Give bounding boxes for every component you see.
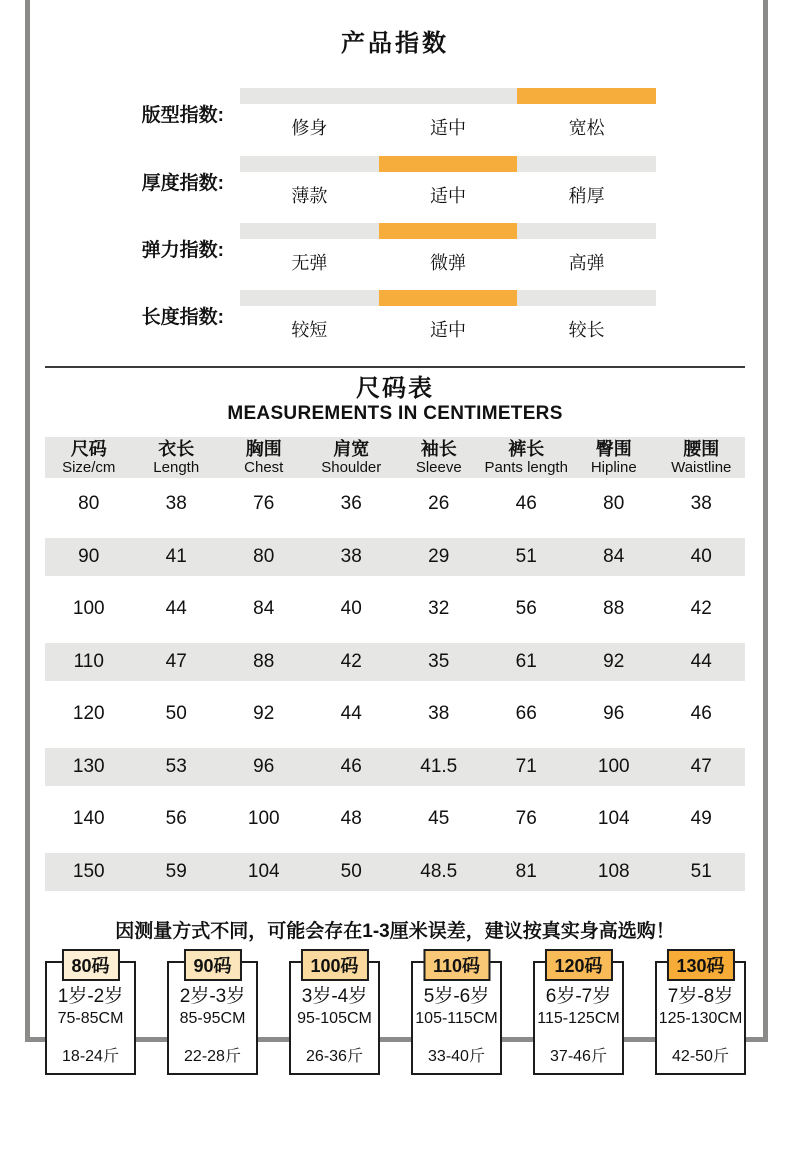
size-table-row (45, 846, 745, 899)
index-row-label: 弹力指数: (141, 240, 224, 261)
size-table-row (45, 688, 745, 741)
index-bar-segment (240, 290, 379, 306)
size-table-cell: 40 (340, 598, 362, 620)
header-label-zh: 袖长 (420, 439, 457, 459)
size-table-row (45, 583, 745, 636)
size-table-cell: 100 (597, 755, 630, 777)
header-label-en: Shoulder (321, 459, 382, 476)
size-card-age: 6岁-7岁 (545, 986, 612, 1007)
size-chart-title: 尺码表 (356, 375, 434, 402)
size-table-row (45, 793, 745, 846)
size-table-cell: 61 (515, 650, 537, 672)
size-table-cell: 150 (72, 860, 105, 882)
size-card-age: 5岁-6岁 (423, 986, 490, 1007)
index-option-labels (240, 182, 656, 208)
size-card-height: 85-95CM (179, 1010, 246, 1027)
size-table-cell: 44 (165, 598, 187, 620)
size-card-height: 105-115CM (415, 1010, 498, 1027)
size-table-cell: 108 (597, 860, 630, 882)
index-option-labels (240, 249, 656, 275)
index-bar-segment (379, 88, 518, 104)
index-option-label: 高弹 (568, 253, 605, 273)
size-card (289, 956, 380, 1075)
size-table-cell: 46 (690, 703, 712, 725)
index-bar-segment (240, 223, 379, 239)
size-card (45, 956, 136, 1075)
size-table-row (45, 741, 745, 794)
size-table-header-cell (570, 439, 658, 476)
index-option-labels (240, 316, 656, 342)
size-chart-subtitle: MEASUREMENTS IN CENTIMETERS (227, 403, 563, 424)
index-bar (240, 88, 656, 104)
size-table-cell: 44 (340, 703, 362, 725)
size-table-cell: 50 (165, 703, 187, 725)
size-table-cell: 80 (603, 493, 625, 515)
size-table-header-cell (133, 439, 221, 476)
size-table-cell: 130 (72, 755, 105, 777)
index-bar-segment (240, 88, 379, 104)
index-row (0, 88, 790, 138)
size-table-header-cell (308, 439, 396, 476)
size-table-cell: 76 (515, 808, 537, 830)
size-table-cell: 35 (428, 650, 450, 672)
index-bar-active-segment (379, 223, 518, 239)
size-table-cell: 48.5 (420, 860, 458, 882)
size-table-cell: 110 (73, 650, 104, 672)
size-card-tag: 90码 (183, 949, 241, 981)
index-option-label: 修身 (291, 118, 328, 138)
page-title: 产品指数 (341, 30, 449, 57)
size-table-cell: 41.5 (420, 755, 458, 777)
size-table-header-cell (483, 439, 571, 476)
size-table-cell: 80 (78, 493, 100, 515)
index-bar-segment (517, 223, 656, 239)
size-table-cell: 42 (690, 598, 712, 620)
size-table-cell: 38 (690, 493, 712, 515)
index-option-label: 适中 (430, 186, 466, 206)
size-table-cell: 38 (428, 703, 450, 725)
size-card-height: 75-85CM (57, 1010, 124, 1027)
index-row-label: 版型指数: (141, 105, 224, 126)
size-table-cell: 51 (515, 545, 537, 567)
measurement-note: 因测量方式不同，可能会存在1-3厘米误差，建议按真实身高选购！ (115, 921, 675, 942)
size-table-header-cell (395, 439, 483, 476)
index-option-label: 适中 (430, 320, 466, 340)
index-option-label: 宽松 (568, 118, 605, 138)
index-bar (240, 290, 656, 306)
size-card-tag: 130码 (666, 949, 734, 981)
section-divider (45, 366, 745, 368)
index-row (0, 156, 790, 206)
size-table-cell: 84 (253, 598, 275, 620)
size-table-cell: 49 (690, 808, 712, 830)
size-table-cell: 88 (253, 650, 275, 672)
index-row (0, 290, 790, 340)
header-label-en: Size/cm (62, 459, 116, 476)
index-row (0, 223, 790, 273)
size-table-cell: 120 (72, 703, 105, 725)
size-table-cell: 84 (603, 545, 625, 567)
size-table-cell: 50 (340, 860, 362, 882)
size-card (411, 956, 502, 1075)
size-table-cell: 80 (253, 545, 275, 567)
size-table-cell: 29 (428, 545, 450, 567)
header-label-zh: 裤长 (508, 439, 545, 459)
size-card-age: 3岁-4岁 (301, 986, 368, 1007)
size-card-weight: 42-50斤 (672, 1048, 729, 1065)
size-card (167, 956, 258, 1075)
size-table-row (45, 478, 745, 531)
index-bar (240, 156, 656, 172)
size-table-cell: 56 (165, 808, 187, 830)
size-table-cell: 88 (603, 598, 625, 620)
header-label-zh: 臀围 (595, 439, 632, 459)
size-table-cell: 44 (690, 650, 712, 672)
header-label-en: Sleeve (415, 459, 462, 476)
index-bar-segment (240, 156, 379, 172)
header-label-en: Waistline (671, 459, 732, 476)
size-table-cell: 81 (515, 860, 537, 882)
size-table-header-cell (658, 439, 746, 476)
index-option-label: 适中 (430, 118, 466, 138)
size-table-cell: 46 (340, 755, 362, 777)
size-card-weight: 26-36斤 (306, 1048, 363, 1065)
header-label-zh: 腰围 (683, 439, 720, 459)
size-table-cell: 76 (253, 493, 275, 515)
header-label-zh: 衣长 (158, 439, 195, 459)
size-table-cell: 45 (428, 808, 450, 830)
size-table-cell: 56 (515, 598, 537, 620)
index-row-label: 长度指数: (141, 307, 224, 328)
size-table-cell: 71 (515, 755, 537, 777)
header-label-en: Hipline (590, 459, 637, 476)
size-table-cell: 40 (690, 545, 712, 567)
size-card-weight: 18-24斤 (62, 1048, 119, 1065)
index-option-label: 薄款 (291, 186, 328, 206)
size-card-height: 125-130CM (658, 1010, 743, 1027)
index-bar-active-segment (379, 290, 518, 306)
index-bar (240, 223, 656, 239)
size-table-cell: 53 (165, 755, 187, 777)
size-table-cell: 38 (340, 545, 362, 567)
index-bar-segment (517, 290, 656, 306)
size-table-cell: 46 (515, 493, 537, 515)
header-label-zh: 胸围 (245, 439, 282, 459)
header-label-zh: 尺码 (70, 439, 107, 459)
index-option-label: 无弹 (291, 253, 328, 273)
size-table-cell: 66 (515, 703, 537, 725)
index-option-label: 较长 (568, 320, 605, 340)
size-table-cell: 38 (165, 493, 187, 515)
size-table-cell: 47 (165, 650, 187, 672)
size-card-weight: 37-46斤 (550, 1048, 607, 1065)
size-card-tag: 110码 (423, 949, 490, 981)
size-table-cell: 104 (597, 808, 630, 830)
size-card-age: 1岁-2岁 (57, 986, 124, 1007)
size-table-header-cell (220, 439, 308, 476)
size-card (655, 956, 746, 1075)
size-table-cell: 96 (253, 755, 275, 777)
size-card (533, 956, 624, 1075)
size-table-cell: 59 (165, 860, 187, 882)
size-table-cell: 32 (428, 598, 450, 620)
size-table-cell: 48 (340, 808, 362, 830)
size-table (45, 437, 745, 898)
header-label-en: Length (153, 459, 200, 476)
size-table-row (45, 531, 745, 584)
size-table-cell: 96 (603, 703, 625, 725)
header-label-zh: 肩宽 (333, 439, 370, 459)
size-table-cell: 47 (690, 755, 712, 777)
size-table-cell: 42 (340, 650, 362, 672)
index-bar-active-segment (379, 156, 518, 172)
size-card-weight: 33-40斤 (428, 1048, 485, 1065)
index-option-label: 微弹 (430, 253, 466, 273)
index-bar-active-segment (517, 88, 656, 104)
size-table-row (45, 636, 745, 689)
index-row-label: 厚度指数: (141, 173, 224, 194)
size-table-cell: 140 (72, 808, 105, 830)
size-card-weight: 22-28斤 (184, 1048, 241, 1065)
size-card-height: 95-105CM (297, 1010, 372, 1027)
size-table-cell: 90 (78, 545, 100, 567)
size-table-cell: 26 (428, 493, 450, 515)
header-label-en: Pants length (484, 459, 568, 476)
size-table-cell: 92 (603, 650, 625, 672)
size-card-tag: 80码 (61, 949, 119, 981)
index-option-label: 稍厚 (568, 186, 605, 206)
size-table-cell: 104 (247, 860, 280, 882)
size-table-header-row (45, 437, 745, 478)
size-table-cell: 92 (253, 703, 275, 725)
index-option-labels (240, 114, 656, 140)
index-bar-segment (517, 156, 656, 172)
size-table-cell: 36 (340, 493, 362, 515)
header-label-en: Chest (244, 459, 284, 476)
index-option-label: 较短 (291, 320, 328, 340)
size-card-tag: 100码 (300, 949, 368, 981)
size-cards-row (45, 948, 746, 1080)
size-card-tag: 120码 (544, 949, 612, 981)
size-table-header-cell (45, 439, 133, 476)
size-card-age: 7岁-8岁 (667, 986, 734, 1007)
size-card-height: 115-125CM (537, 1010, 620, 1027)
size-table-cell: 100 (247, 808, 280, 830)
size-table-cell: 100 (72, 598, 105, 620)
size-card-age: 2岁-3岁 (179, 986, 246, 1007)
size-table-cell: 41 (165, 545, 187, 567)
size-table-cell: 51 (690, 860, 712, 882)
